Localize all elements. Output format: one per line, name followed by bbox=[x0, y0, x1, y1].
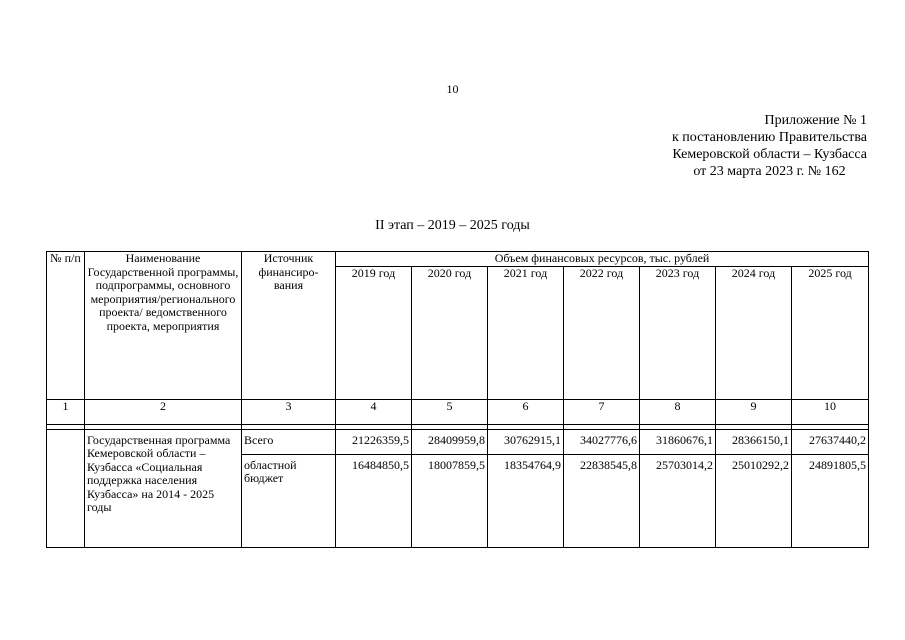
stage-title: II этап – 2019 – 2025 годы bbox=[375, 218, 530, 233]
value-cell: 27637440,2 bbox=[792, 429, 869, 454]
column-number: 5 bbox=[412, 399, 488, 424]
header-num: № п/п bbox=[47, 252, 85, 400]
header-year: 2023 год bbox=[640, 266, 716, 399]
program-name: Государственная программа Кемеровской области – Кузбасса «Социальная поддержка населения Кузбасса» на 2014 - 2025 годы bbox=[85, 429, 242, 547]
source-cell: областной бюджет bbox=[242, 454, 336, 547]
header-year: 2025 год bbox=[792, 266, 869, 399]
value-cell: 31860676,1 bbox=[640, 429, 716, 454]
column-number: 4 bbox=[336, 399, 412, 424]
financing-table bbox=[46, 251, 869, 548]
header-year: 2020 год bbox=[412, 266, 488, 399]
column-number: 6 bbox=[488, 399, 564, 424]
value-cell: 24891805,5 bbox=[792, 454, 869, 547]
header-name: Наименование Государственной программы, подпрограммы, основного мероприятия/регионального проекта/ ведомственного проекта, мероприятия bbox=[85, 252, 242, 400]
value-cell: 28409959,8 bbox=[412, 429, 488, 454]
value-cell: 34027776,6 bbox=[564, 429, 640, 454]
column-number: 10 bbox=[792, 399, 869, 424]
value-cell: 18354764,9 bbox=[488, 454, 564, 547]
appendix-line-2: к постановлению Правительства bbox=[671, 130, 867, 145]
appendix-header bbox=[672, 112, 867, 180]
header-year: 2024 год bbox=[716, 266, 792, 399]
source-cell: Всего bbox=[242, 429, 336, 454]
value-cell: 22838545,8 bbox=[564, 454, 640, 547]
header-source: Источник финансиро-вания bbox=[242, 252, 336, 400]
table-row-total bbox=[47, 429, 869, 454]
column-number: 1 bbox=[47, 399, 85, 424]
header-volume: Объем финансовых ресурсов, тыс. рублей bbox=[336, 252, 869, 267]
appendix-line-1: Приложение № 1 bbox=[764, 113, 867, 128]
column-number: 2 bbox=[85, 399, 242, 424]
appendix-line-3: Кемеровской области – Кузбасса bbox=[672, 147, 867, 162]
page-number: 10 bbox=[446, 82, 459, 96]
column-number: 8 bbox=[640, 399, 716, 424]
value-cell: 21226359,5 bbox=[336, 429, 412, 454]
program-num bbox=[47, 429, 85, 547]
value-cell: 25010292,2 bbox=[716, 454, 792, 547]
header-year: 2019 год bbox=[336, 266, 412, 399]
header-year: 2021 год bbox=[488, 266, 564, 399]
column-number: 7 bbox=[564, 399, 640, 424]
appendix-line-4: от 23 марта 2023 г. № 162 bbox=[693, 164, 846, 179]
value-cell: 28366150,1 bbox=[716, 429, 792, 454]
value-cell: 30762915,1 bbox=[488, 429, 564, 454]
value-cell: 18007859,5 bbox=[412, 454, 488, 547]
header-row-1 bbox=[47, 252, 869, 267]
header-year: 2022 год bbox=[564, 266, 640, 399]
value-cell: 16484850,5 bbox=[336, 454, 412, 547]
column-number: 9 bbox=[716, 399, 792, 424]
value-cell: 25703014,2 bbox=[640, 454, 716, 547]
column-number: 3 bbox=[242, 399, 336, 424]
column-numbers-row bbox=[47, 399, 869, 424]
